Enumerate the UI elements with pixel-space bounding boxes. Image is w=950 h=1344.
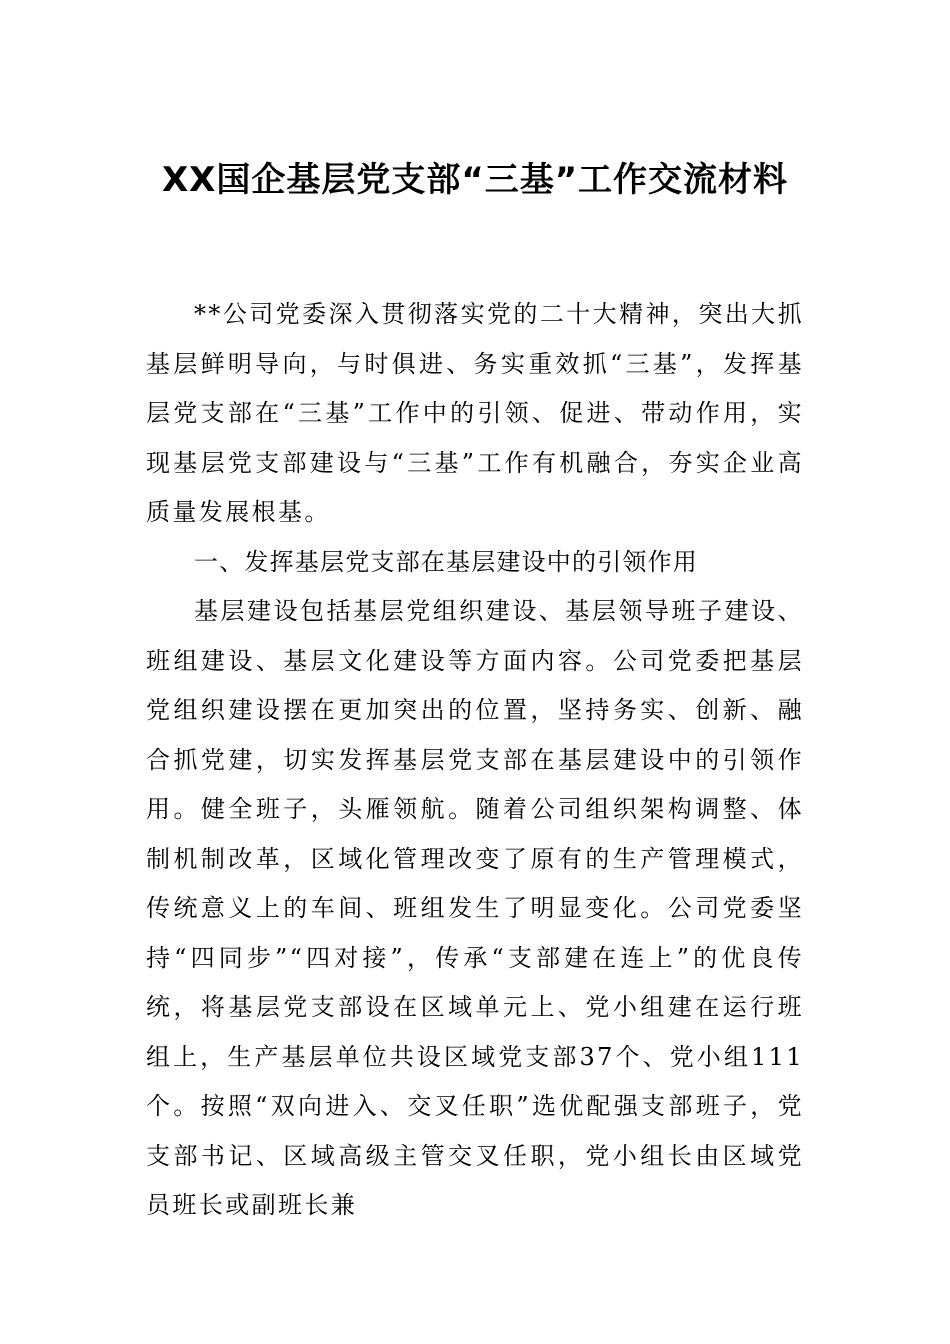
document-body: [146, 290, 804, 1231]
section-heading-1: 一、发挥基层党支部在基层建设中的引领作用: [194, 547, 698, 576]
intro-paragraph: **公司党委深入贯彻落实党的二十大精神，突出大抓基层鲜明导向，与时俱进、务实重效抓“三基”，发挥基层党支部在“三基”工作中的引领、促进、带动作用，实现基层党支部建设与“三基”工作有机融合，夯实企业高质量发展根基。: [146, 300, 804, 526]
document-title: XX国企基层党支部“三基”工作交流材料: [161, 160, 789, 200]
section-1-paragraph: 基层建设包括基层党组织建设、基层领导班子建设、班组建设、基层文化建设等方面内容。公司党委把基层党组织建设摆在更加突出的位置，坚持务实、创新、融合抓党建，切实发挥基层党支部在基层建设中的引领作用。健全班子，头雁领航。随着公司组织架构调整、体制机制改革，区域化管理改变了原有的生产管理模式，传统意义上的车间、班组发生了明显变化。公司党委坚持“四同步”“四对接”，传承“支部建在连上”的优良传统，将基层党支部设在区域单元上、党小组建在运行班组上，生产基层单位共设区域党支部37个、党小组111个。按照“双向进入、交叉任职”选优配强支部班子，党支部书记、区域高级主管交叉任职，党小组长由区域党员班长或副班长兼: [146, 597, 804, 1219]
